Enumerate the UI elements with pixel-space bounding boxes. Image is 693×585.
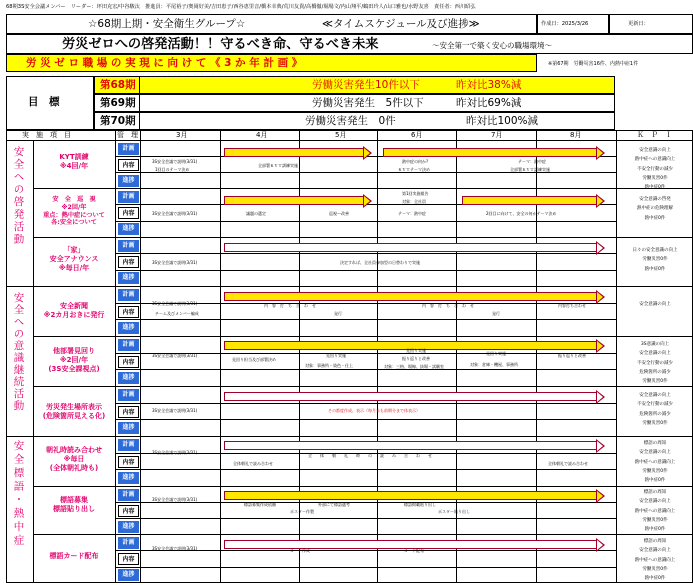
slogan-cell-1: 3S安全会議で説明(3/31) xyxy=(152,497,198,502)
col-header-kpi: Ｋ Ｐ Ｉ xyxy=(637,131,672,139)
kyt-cell-5: ＫＹＴテーマ決め xyxy=(398,167,430,172)
col-header-month-7: 7月 xyxy=(491,131,503,139)
col-header-month-3: 3月 xyxy=(176,131,188,139)
progress-tag-7: 進捗 xyxy=(118,472,139,484)
kpi-line: 労働災害0件 xyxy=(642,566,668,572)
progress-tag-1: 進捗 xyxy=(118,175,139,187)
kpi-line: 熱中症への意識向上 xyxy=(634,459,676,465)
kpi-line: 安全意識の向上 xyxy=(639,302,671,307)
item-slogan-card: 標語カード配布 xyxy=(49,552,99,560)
slogan-cell-5: ポスター作製 xyxy=(290,509,314,514)
accident-cell-1: 3S安全会議で説明(3/31) xyxy=(152,408,198,413)
dept-cell-9: 対象：倉庫・機屋、事務所 xyxy=(470,362,518,367)
updated-date: 更新日： xyxy=(628,21,649,27)
kpi-line: 安全意識の向上 xyxy=(639,351,671,357)
kpi-line: 労働災害0件 xyxy=(642,468,668,474)
banner-note: ※第67期 労働災害16件、内熱中症1件 xyxy=(548,61,639,67)
kpi-line: 熱中症0件 xyxy=(644,185,666,191)
slogan-cell-6: ポスター貼り出し xyxy=(438,509,470,514)
dept-cell-7: 対象：三格、場線、抜場・試験室 xyxy=(384,364,444,369)
plan-tag-1: 計画 xyxy=(118,143,139,155)
plan-arrow-announce xyxy=(224,242,605,253)
goal-term-2: 第69期 xyxy=(100,97,136,109)
goal-term-1: 第68期 xyxy=(100,79,136,91)
col-header-month-6: 6月 xyxy=(411,131,423,139)
kpi-line: 熱中症0件 xyxy=(644,527,666,533)
patrol-cell-3: 巡視～改善 xyxy=(329,211,349,216)
kpi-patrol xyxy=(617,195,693,223)
kpi-line: 熱中症の危険理解 xyxy=(637,206,673,212)
kyt-cell-1: 3S安全会議で説明(3/31) xyxy=(152,159,198,164)
kpi-line: 標語の周知 xyxy=(643,441,667,446)
col-header-month-4: 4月 xyxy=(256,131,268,139)
kpi-line: 日々の安全意識の向上 xyxy=(632,248,678,253)
col-header-manage: 管 理 xyxy=(117,131,138,139)
dept-cell-6: 振り返りと改善 xyxy=(402,356,430,361)
dept-cell-5: 見回り実施 xyxy=(406,348,426,353)
col-header-month-8: 8月 xyxy=(570,131,582,139)
item-morning-reading: 朝礼時読み合わせ ※毎日 (全体朝礼時も) xyxy=(46,446,102,472)
goals-label: 目 標 xyxy=(28,96,60,108)
patrol-cell-4: 第1回実施報告 xyxy=(402,191,429,196)
news-cell-2: チーム及びメンバー編成 xyxy=(155,311,199,316)
kpi-slogan xyxy=(617,488,693,534)
progress-tag-9: 進捗 xyxy=(118,569,139,581)
reading-cell-2: 全 体 朝 礼 時 の 読 み 合 わ せ xyxy=(308,453,432,458)
kpi-line: 不安全行動の減少 xyxy=(637,402,673,408)
news-cell-3: 内 容 打 ち 合 わ せ xyxy=(264,303,316,308)
kpi-news xyxy=(617,300,693,309)
progress-tag-2: 進捗 xyxy=(118,223,139,235)
kpi-line: 熱中症への意識向上 xyxy=(634,508,676,514)
goal-target-2: 労働災害発生 5件以下 xyxy=(312,97,424,109)
updated-date-box xyxy=(609,14,693,34)
progress-tag-3: 進捗 xyxy=(118,272,139,284)
col-header-item: 実 施 項 目 xyxy=(22,131,71,139)
kpi-line: 労働災害0件 xyxy=(642,420,668,426)
slogan-sub: ～安全第一で築く安心の職場環境～ xyxy=(432,41,552,50)
item-slogan-recruit: 標語募集 標語貼り出し xyxy=(53,496,95,513)
kyt-cell-4: 熱中症の何か? xyxy=(402,159,429,164)
content-tag-4: 内容 xyxy=(118,306,139,318)
news-cell-6: 発行 xyxy=(492,311,500,316)
content-tag-9: 内容 xyxy=(118,553,139,565)
kpi-dept xyxy=(617,340,693,386)
kpi-line: 労働災害0件 xyxy=(642,517,668,523)
kpi-line: 安全意識の啓発 xyxy=(639,197,671,202)
announce-cell-1: 3S安全会議で説明(3/31) xyxy=(152,260,198,265)
kpi-line: 安全意識の向上 xyxy=(639,499,671,505)
kpi-line: 熱中症への意識向上 xyxy=(634,157,676,163)
kpi-line: 労働災害0件 xyxy=(642,257,668,263)
col-header-month-5: 5月 xyxy=(335,131,347,139)
kpi-line: 安全意識の向上 xyxy=(639,450,671,456)
created-date: 作成日：2025/3/26 xyxy=(541,21,589,27)
plan-tag-9: 計画 xyxy=(118,537,139,549)
news-cell-5: 内 容 打 ち 合 わ せ xyxy=(422,303,474,308)
patrol-cell-7: 2回目に向けて、安全の何かテーマ決め xyxy=(486,211,557,216)
reading-cell-3: 全体朝礼で読み合わせ xyxy=(233,461,273,466)
schedule-title: ≪タイムスケジュール及び進捗≫ xyxy=(322,18,480,30)
plan-tag-3: 計画 xyxy=(118,240,139,252)
patrol-cell-1: 3S安全会議で説明(3/31) xyxy=(152,211,198,216)
card-cell-1: 3S安全会議で説明(3/31) xyxy=(152,546,198,551)
plan-arrow-kyt-1 xyxy=(224,147,372,158)
plan-arrow-kyt-2 xyxy=(383,147,605,158)
content-tag-3: 内容 xyxy=(118,256,139,268)
content-tag-2: 内容 xyxy=(118,207,139,219)
slogan-cell-2: 標語募集作成依頼 xyxy=(244,502,276,507)
members-line: 68期3S安全会議メンバー リーダー：坪田克宏/中谷駿汰 推進員：平尾裕子/奥岡好美/吉田恵子/西谷恵里音/橋本幸典/荒川友貴/高橋徹/堀場文/内山翔平/鶴田玲人/山口雅也/水野友喜 責任者：西川昭弘 xyxy=(6,4,476,10)
kpi-line: 危険箇所の減少 xyxy=(639,369,671,375)
kpi-line: 熱中症0件 xyxy=(644,266,666,272)
news-cell-1: 3S安全会議で説明(3/31) xyxy=(152,301,198,306)
patrol-cell-5: 対象：全社員 xyxy=(402,199,426,204)
slogan-cell-3: 外部にて標語選考 xyxy=(318,502,350,507)
kpi-accident xyxy=(617,391,693,428)
progress-tag-6: 進捗 xyxy=(118,422,139,434)
dept-cell-8: 見回り実施 xyxy=(486,351,506,356)
kpi-line: 熱中症0件 xyxy=(644,576,666,582)
kpi-reading xyxy=(617,439,693,485)
plan-arrow-slogan xyxy=(224,490,605,501)
goal-compare-2: 昨対比69%減 xyxy=(456,97,522,109)
patrol-cell-6: テーマ：熱中症 xyxy=(398,211,426,216)
plan-arrow-patrol-2 xyxy=(462,195,605,206)
category-continuation: 安全への意識継続活動 xyxy=(12,292,25,412)
plan-tag-5: 計画 xyxy=(118,339,139,351)
kpi-line: 熱中症への意識向上 xyxy=(634,557,676,563)
plan-arrow-accident xyxy=(224,391,605,402)
content-tag-1: 内容 xyxy=(118,159,139,171)
goal-term-3: 第70期 xyxy=(100,115,136,127)
kpi-card xyxy=(617,537,693,583)
dept-cell-4: 対象：事務所・染色・仕上 xyxy=(305,363,353,368)
kpi-line: 安全意識の向上 xyxy=(639,548,671,554)
item-safety-patrol: 安 全 巡 視 ※2回/年 重点：熱中症について 各:安全について xyxy=(43,196,105,227)
category-awareness: 安全への啓発活動 xyxy=(12,146,25,246)
kpi-line: 標語の周知 xyxy=(643,490,667,495)
kpi-line: 熱中症0件 xyxy=(644,478,666,484)
category-slogan: 安全標語・熱中症 xyxy=(12,440,25,548)
announce-cell-2: 決定すれば、全社員参加型の日替わりで実施 xyxy=(340,260,420,265)
content-tag-7: 内容 xyxy=(118,456,139,468)
kyt-cell-7: 全部署ＫＹＴ訓練実施 xyxy=(510,167,550,172)
kyt-cell-3: 全部署ＫＹＴ訓練実施 xyxy=(258,163,298,168)
reading-cell-4: 全体朝礼で読み合わせ xyxy=(548,461,588,466)
dept-cell-2: 見回り担当及び部署決め xyxy=(232,357,276,362)
plan-arrow-news xyxy=(224,291,605,302)
progress-tag-8: 進捗 xyxy=(118,521,139,533)
progress-tag-4: 進捗 xyxy=(118,322,139,334)
accident-cell-2: その都度作成、表示（毎月末も前期分まで体表示） xyxy=(328,408,420,413)
kyt-cell-2: 1回目のテーマ決め xyxy=(155,167,190,172)
progress-tag-5: 進捗 xyxy=(118,372,139,384)
plan-tag-6: 計画 xyxy=(118,389,139,401)
item-safety-announce: 「家」 安全アナウンス ※毎日/年 xyxy=(49,246,99,272)
goal-compare-1: 昨対比38%減 xyxy=(456,79,522,91)
plan-tag-8: 計画 xyxy=(118,489,139,501)
plan-arrow-reading xyxy=(224,440,605,451)
kpi-line: 安全意識の向上 xyxy=(639,393,671,398)
kpi-announce xyxy=(617,246,693,274)
kpi-line: 熱中症0件 xyxy=(644,215,666,221)
kyt-cell-6: テーマ：熱中症 xyxy=(518,159,546,164)
kpi-line: 不安全行動の減少 xyxy=(637,360,673,366)
dept-cell-3: 見回り実施 xyxy=(326,353,346,358)
plan-tag-7: 計画 xyxy=(118,439,139,451)
patrol-cell-2: 議題の選定 xyxy=(246,211,266,216)
kpi-line: 3S意識の向上 xyxy=(640,342,670,347)
slogan-cell-4: 標語掲載貼り出し xyxy=(404,502,436,507)
item-accident-location: 労災発生場所表示 (危険箇所見える化) xyxy=(42,403,106,420)
goal-compare-3: 昨対比100%減 xyxy=(466,115,539,127)
kpi-kyt xyxy=(617,146,693,192)
kpi-line: 労働災害0件 xyxy=(642,379,668,385)
plan-tag-2: 計画 xyxy=(118,191,139,203)
goal-target-1: 労働災害発生10件以下 xyxy=(312,79,420,91)
content-tag-5: 内容 xyxy=(118,356,139,368)
item-kyt-training: KYT訓練 ※4回/年 xyxy=(59,153,89,170)
banner-text: 労 災 ゼ ロ 職 場 の 実 現 に 向 け て 《 3 か 年 計 画 》 xyxy=(26,57,303,69)
card-cell-3: カード配布 xyxy=(404,548,424,553)
card-cell-2: カード作成 xyxy=(290,548,310,553)
kpi-line: 危険箇所の減少 xyxy=(639,411,671,417)
kpi-line: 安全意識の向上 xyxy=(639,148,671,153)
plan-tag-4: 計画 xyxy=(118,289,139,301)
slogan-main: 労災ゼロへの啓発活動！！守るべき命、守るべき未来 xyxy=(62,37,379,52)
kpi-line: 労働災害0件 xyxy=(642,175,668,181)
dept-cell-10: 振り返りと改善 xyxy=(558,353,586,358)
dept-cell-1: 3S安全会議で説明(3/31) xyxy=(152,353,198,358)
group-title: ☆68期上期・安全衛生グループ☆ xyxy=(88,18,246,30)
news-cell-7: 内容打ち合わせ xyxy=(558,303,586,308)
news-cell-4: 発行 xyxy=(334,311,342,316)
plan-arrow-patrol-1 xyxy=(224,195,372,206)
item-safety-news: 安全新聞 ※2カ月おきに発行 xyxy=(43,302,105,319)
reading-cell-1: 3S安全会議で説明(3/31) xyxy=(152,450,198,455)
content-tag-6: 内容 xyxy=(118,406,139,418)
kpi-line: 不安全行動の減少 xyxy=(637,166,673,172)
goal-target-3: 労働災害発生 0件 xyxy=(305,115,396,127)
kpi-line: 標語の周知 xyxy=(643,539,667,544)
content-tag-8: 内容 xyxy=(118,505,139,517)
item-other-dept-patrol: 他部署見回り ※2回/年 (3S安全課視点) xyxy=(48,347,100,373)
